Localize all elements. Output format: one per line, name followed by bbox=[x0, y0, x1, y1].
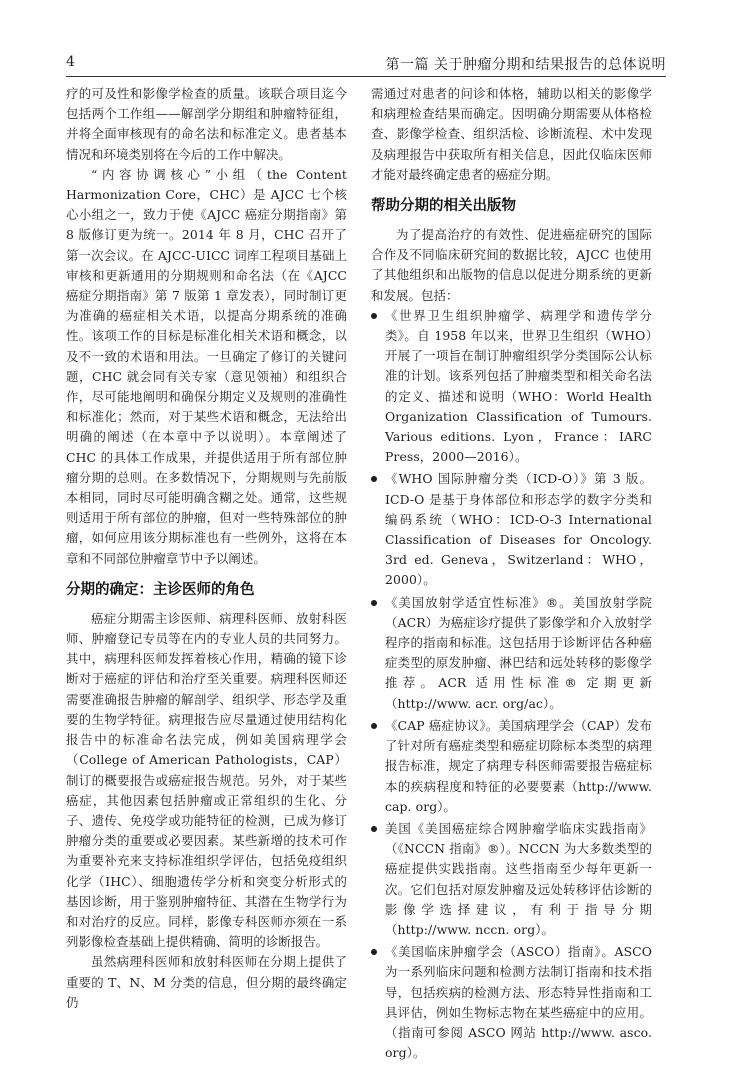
bullet-icon bbox=[371, 600, 377, 606]
list-item bbox=[371, 819, 652, 940]
list-item-text: 美国《美国癌症综合网肿瘤学临床实践指南》（《NCCN 指南》®）。NCCN 为大多数类型的癌症提供实践指南。这些指南至少每年更新一次。它们包括对原发肿瘤及远处转移评估诊断的影像学选择建议，有利于指导分期（http://www. nccn. org）。 bbox=[385, 820, 652, 937]
section-heading: 帮助分期的相关出版物 bbox=[371, 198, 516, 215]
bullet-icon bbox=[371, 723, 377, 729]
publication-list bbox=[371, 306, 652, 1064]
list-item-text: 《WHO 国际肿瘤分类（ICD-O）》第 3 版。ICD-O 是基于身体部位和形态学的数字分类和编码系统（WHO：ICD-O-3 International Classification of Diseases for Oncology. 3rd ed. Geneva，Switzerland：WHO，2000）。 bbox=[385, 471, 652, 588]
list-item bbox=[371, 306, 652, 468]
section-heading: 分期的确定：主诊医师的角色 bbox=[66, 581, 255, 598]
paragraph: 疗的可及性和影像学检查的质量。该联合项目迄今包括两个工作组——解剖学分期组和肿瘤特征组，并将全面审核现有的命名法和标准定义。患者基本情况和环境类别将在今后的工作中解决。 bbox=[66, 86, 347, 162]
header-rule bbox=[66, 76, 666, 77]
running-title: 第一篇 关于肿瘤分期和结果报告的总体说明 bbox=[385, 57, 666, 73]
page-header bbox=[66, 52, 666, 74]
list-item bbox=[371, 469, 652, 590]
bullet-icon bbox=[371, 476, 377, 482]
bullet-icon bbox=[371, 826, 377, 832]
paragraph: 需通过对患者的问诊和体格，辅助以相关的影像学和病理检查结果而确定。因明确分期需要从体格检查、影像学检查、组织活检、诊断流程、术中发现及病理报告中获取所有相关信息，因此仅临床医师才能对最终确定患者的癌症分期。 bbox=[371, 86, 652, 182]
list-item bbox=[371, 942, 652, 1063]
list-item-text: 《世界卫生组织肿瘤学、病理学和遗传学分类》。自 1958 年以来，世界卫生组织（WHO）开展了一项旨在制订肿瘤组织学分类国际公认标准的计划。该系列包括了肿瘤类型和相关命名法的定义、描述和说明（WHO：World Health Organization Classification of Tumours. Various editions. Lyon，France：IARC Press，2000—2016）。 bbox=[385, 307, 652, 465]
bullet-icon bbox=[371, 313, 377, 319]
list-item bbox=[371, 716, 652, 817]
list-item-text: 《美国临床肿瘤学会（ASCO）指南》。ASCO 为一系列临床问题和检测方法制订指南和技术指导，包括疾病的检测方法、形态特异性指南和工具评估，例如生物标志物在某些癌症中的应用。（指南可参阅 ASCO 网站 http://www. asco. org）。 bbox=[385, 944, 652, 1061]
paragraph: 癌症分期需主诊医师、病理科医师、放射科医师、肿瘤登记专员等在内的专业人员的共同努力。其中，病理科医师发挥着核心作用，精确的镜下诊断对于癌症的评估和治疗至关重要。病理科医师还需要准确报告肿瘤的解剖学、组织学、形态学及重要的生物学特征。病理报告应尽量通过使用结构化报告中的标准命名法完成，例如美国病理学会（College of American Pathologists，CAP）制订的概要报告或癌症报告规范。另外，对于某些癌症，其他因素包括肿瘤或正常组织的生化、分子、遗传、免疫学或功能特征的检测，已成为修订肿瘤分类的重要或必要因素。某些新增的技术可作为重要补充来支持标准组织学评估，包括免疫组织化学（IHC）、细胞遗传学分析和突变分析形式的基因诊断，用于鉴别肿瘤特征、其潜在生物学行为和对治疗的反应。同样，影像专科医师亦须在一系列影像检查基础上提供精确、简明的诊断报告。 bbox=[66, 610, 347, 950]
bullet-icon bbox=[371, 949, 377, 955]
paragraph: “内容协调核心”小组（the Content Harmonization Core，CHC）是 AJCC 七个核心小组之一，致力于使《AJCC 癌症分期指南》第 8 版修订更为统一。2014 年 8 月，CHC 召开了第一次会议。在 AJCC-UICC 词库工程项目基础上审核和更新通用的分期规则和命名法（在《AJCC 癌症分期指南》第 7 版第 1 章发表），同时制订更为准确的癌症相关术语，以提高分期系统的准确性。该项工作的目标是标准化相关术语和概念，以及不一致的术语和用法。一旦确定了修订的关键问题，CHC 就会同有关专家（意见领袖）和组织合作，尽可能地阐明和确保分期定义及规则的准确性和标准化；然而，对于某些术语和概念，无法给出明确的阐述（在本章中予以说明）。本章阐述了 CHC 的具体工作成果，并提供适用于所有部位肿瘤分期的总则。在多数情况下，分期规则与先前版本相同，同时尽可能明确含糊之处。通常，这些规则适用于所有部位的肿瘤，但对一些特殊部位的肿瘤，如何应用该分期标准也有一些例外，这将在本章和不同部位肿瘤章节中予以阐述。 bbox=[66, 166, 347, 566]
left-column bbox=[66, 84, 347, 1013]
paragraph: 虽然病理科医师和放射科医师在分期上提供了重要的 T、N、M 分类的信息，但分期的最终确定仍 bbox=[66, 954, 347, 1010]
list-item bbox=[371, 593, 652, 714]
list-item-text: 《CAP 癌症协议》。美国病理学会（CAP）发布了针对所有癌症类型和癌症切除标本类型的病理报告标准，规定了病理专科医师需要报告癌症标本的疾病程度和特征的必要要素（http://www. cap. org）。 bbox=[385, 717, 652, 814]
page-number: 4 bbox=[66, 54, 75, 70]
list-item-text: 《美国放射学适宜性标准》®。美国放射学院（ACR）为癌症诊疗提供了影像学和介入放射学程序的指南和标准。这包括用于诊断评估各种癌症类型的原发肿瘤、淋巴结和远处转移的影像学推荐。ACR 适用性标准® 定期更新（http://www. acr. org/ac）。 bbox=[385, 594, 652, 711]
paragraph: 为了提高治疗的有效性、促进癌症研究的国际合作及不同临床研究间的数据比较，AJCC 也使用了其他组织和出版物的信息以促进分期系统的更新和发展。包括： bbox=[371, 227, 652, 303]
right-column bbox=[371, 84, 652, 1065]
